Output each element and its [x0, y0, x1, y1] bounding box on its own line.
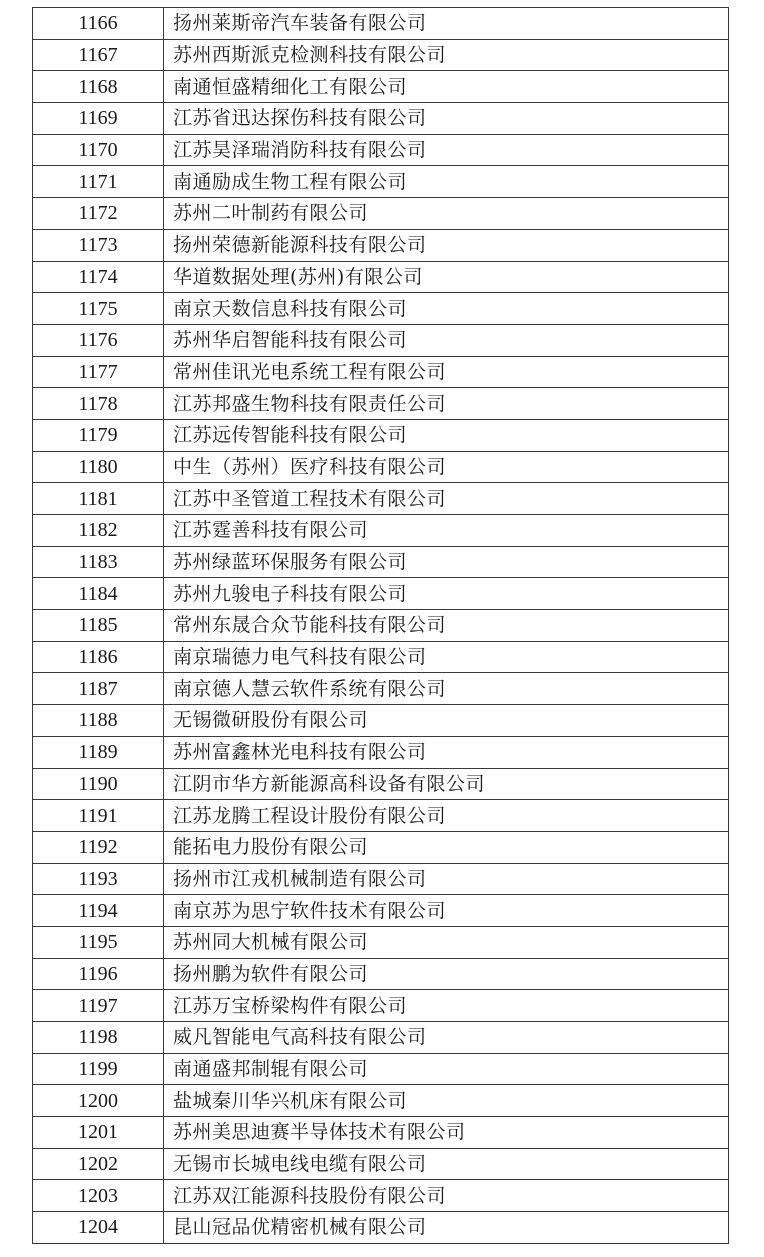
company-name-cell: 南京苏为思宁软件技术有限公司: [164, 895, 729, 927]
table-row: [33, 324, 729, 356]
company-name-cell: 南京德人慧云软件系统有限公司: [164, 673, 729, 705]
table-row: [33, 261, 729, 293]
company-name-cell: 南通盛邦制辊有限公司: [164, 1053, 729, 1085]
company-name-cell: 无锡市长城电线电缆有限公司: [164, 1148, 729, 1180]
row-number-cell: 1193: [33, 863, 164, 895]
company-name-cell: 江苏昊泽瑞消防科技有限公司: [164, 134, 729, 166]
row-number-cell: 1188: [33, 705, 164, 737]
row-number-cell: 1181: [33, 483, 164, 515]
table-row: [33, 863, 729, 895]
table-row: [33, 895, 729, 927]
company-name-cell: 华道数据处理(苏州)有限公司: [164, 261, 729, 293]
table-row: [33, 610, 729, 642]
company-name-cell: 江苏中圣管道工程技术有限公司: [164, 483, 729, 515]
row-number-cell: 1167: [33, 39, 164, 71]
company-name-cell: 江苏邦盛生物科技有限责任公司: [164, 388, 729, 420]
table-row: [33, 1085, 729, 1117]
row-number-cell: 1194: [33, 895, 164, 927]
table-row: [33, 8, 729, 40]
row-number-cell: 1179: [33, 419, 164, 451]
company-name-cell: 南通恒盛精细化工有限公司: [164, 71, 729, 103]
table-row: [33, 166, 729, 198]
row-number-cell: 1198: [33, 1022, 164, 1054]
row-number-cell: 1178: [33, 388, 164, 420]
table-row: [33, 483, 729, 515]
company-name-cell: 苏州美思迪赛半导体技术有限公司: [164, 1117, 729, 1149]
table-row: [33, 39, 729, 71]
company-name-cell: 苏州富鑫林光电科技有限公司: [164, 736, 729, 768]
table-row: [33, 419, 729, 451]
row-number-cell: 1204: [33, 1212, 164, 1244]
row-number-cell: 1184: [33, 578, 164, 610]
row-number-cell: 1170: [33, 134, 164, 166]
table-row: [33, 356, 729, 388]
row-number-cell: 1196: [33, 958, 164, 990]
company-name-cell: 江苏龙腾工程设计股份有限公司: [164, 800, 729, 832]
row-number-cell: 1182: [33, 515, 164, 547]
row-number-cell: 1197: [33, 990, 164, 1022]
company-name-cell: 威凡智能电气高科技有限公司: [164, 1022, 729, 1054]
row-number-cell: 1189: [33, 736, 164, 768]
table-row: [33, 990, 729, 1022]
table-row: [33, 198, 729, 230]
table-row: [33, 1022, 729, 1054]
table-row: [33, 578, 729, 610]
row-number-cell: 1195: [33, 926, 164, 958]
row-number-cell: 1173: [33, 229, 164, 261]
company-name-cell: 扬州鹏为软件有限公司: [164, 958, 729, 990]
row-number-cell: 1191: [33, 800, 164, 832]
table-row: [33, 71, 729, 103]
row-number-cell: 1183: [33, 546, 164, 578]
company-list-table: [32, 7, 729, 1244]
company-name-cell: 江苏双江能源科技股份有限公司: [164, 1180, 729, 1212]
row-number-cell: 1171: [33, 166, 164, 198]
company-name-cell: 中生（苏州）医疗科技有限公司: [164, 451, 729, 483]
row-number-cell: 1200: [33, 1085, 164, 1117]
row-number-cell: 1187: [33, 673, 164, 705]
table-row: [33, 831, 729, 863]
table-row: [33, 926, 729, 958]
table-body: [33, 8, 729, 1244]
row-number-cell: 1177: [33, 356, 164, 388]
row-number-cell: 1172: [33, 198, 164, 230]
table-row: [33, 388, 729, 420]
row-number-cell: 1185: [33, 610, 164, 642]
row-number-cell: 1199: [33, 1053, 164, 1085]
table-row: [33, 736, 729, 768]
table-row: [33, 768, 729, 800]
company-name-cell: 盐城秦川华兴机床有限公司: [164, 1085, 729, 1117]
company-name-cell: 昆山冠品优精密机械有限公司: [164, 1212, 729, 1244]
company-name-cell: 江苏远传智能科技有限公司: [164, 419, 729, 451]
table-row: [33, 1117, 729, 1149]
table-row: [33, 134, 729, 166]
company-name-cell: 江苏万宝桥梁构件有限公司: [164, 990, 729, 1022]
table-row: [33, 705, 729, 737]
row-number-cell: 1192: [33, 831, 164, 863]
table-row: [33, 1053, 729, 1085]
row-number-cell: 1186: [33, 641, 164, 673]
company-name-cell: 南通励成生物工程有限公司: [164, 166, 729, 198]
row-number-cell: 1203: [33, 1180, 164, 1212]
row-number-cell: 1169: [33, 103, 164, 135]
company-name-cell: 江阴市华方新能源高科设备有限公司: [164, 768, 729, 800]
table-row: [33, 1180, 729, 1212]
table-row: [33, 515, 729, 547]
table-row: [33, 546, 729, 578]
table-row: [33, 673, 729, 705]
row-number-cell: 1174: [33, 261, 164, 293]
row-number-cell: 1180: [33, 451, 164, 483]
company-name-cell: 苏州二叶制药有限公司: [164, 198, 729, 230]
table-row: [33, 641, 729, 673]
company-name-cell: 能拓电力股份有限公司: [164, 831, 729, 863]
row-number-cell: 1176: [33, 324, 164, 356]
company-name-cell: 苏州绿蓝环保服务有限公司: [164, 546, 729, 578]
table-row: [33, 958, 729, 990]
row-number-cell: 1168: [33, 71, 164, 103]
company-name-cell: 苏州九骏电子科技有限公司: [164, 578, 729, 610]
table-row: [33, 1148, 729, 1180]
company-name-cell: 苏州华启智能科技有限公司: [164, 324, 729, 356]
table-row: [33, 293, 729, 325]
row-number-cell: 1190: [33, 768, 164, 800]
table-row: [33, 229, 729, 261]
company-name-cell: 江苏霆善科技有限公司: [164, 515, 729, 547]
company-name-cell: 苏州西斯派克检测科技有限公司: [164, 39, 729, 71]
company-name-cell: 常州佳讯光电系统工程有限公司: [164, 356, 729, 388]
row-number-cell: 1201: [33, 1117, 164, 1149]
company-name-cell: 南京瑞德力电气科技有限公司: [164, 641, 729, 673]
row-number-cell: 1202: [33, 1148, 164, 1180]
table-row: [33, 451, 729, 483]
table-row: [33, 800, 729, 832]
row-number-cell: 1166: [33, 8, 164, 40]
company-name-cell: 常州东晟合众节能科技有限公司: [164, 610, 729, 642]
company-name-cell: 扬州市江戎机械制造有限公司: [164, 863, 729, 895]
company-name-cell: 南京天数信息科技有限公司: [164, 293, 729, 325]
company-name-cell: 苏州同大机械有限公司: [164, 926, 729, 958]
table-row: [33, 1212, 729, 1244]
company-name-cell: 扬州莱斯帝汽车装备有限公司: [164, 8, 729, 40]
company-name-cell: 无锡微研股份有限公司: [164, 705, 729, 737]
company-name-cell: 江苏省迅达探伤科技有限公司: [164, 103, 729, 135]
company-name-cell: 扬州荣德新能源科技有限公司: [164, 229, 729, 261]
table-row: [33, 103, 729, 135]
row-number-cell: 1175: [33, 293, 164, 325]
